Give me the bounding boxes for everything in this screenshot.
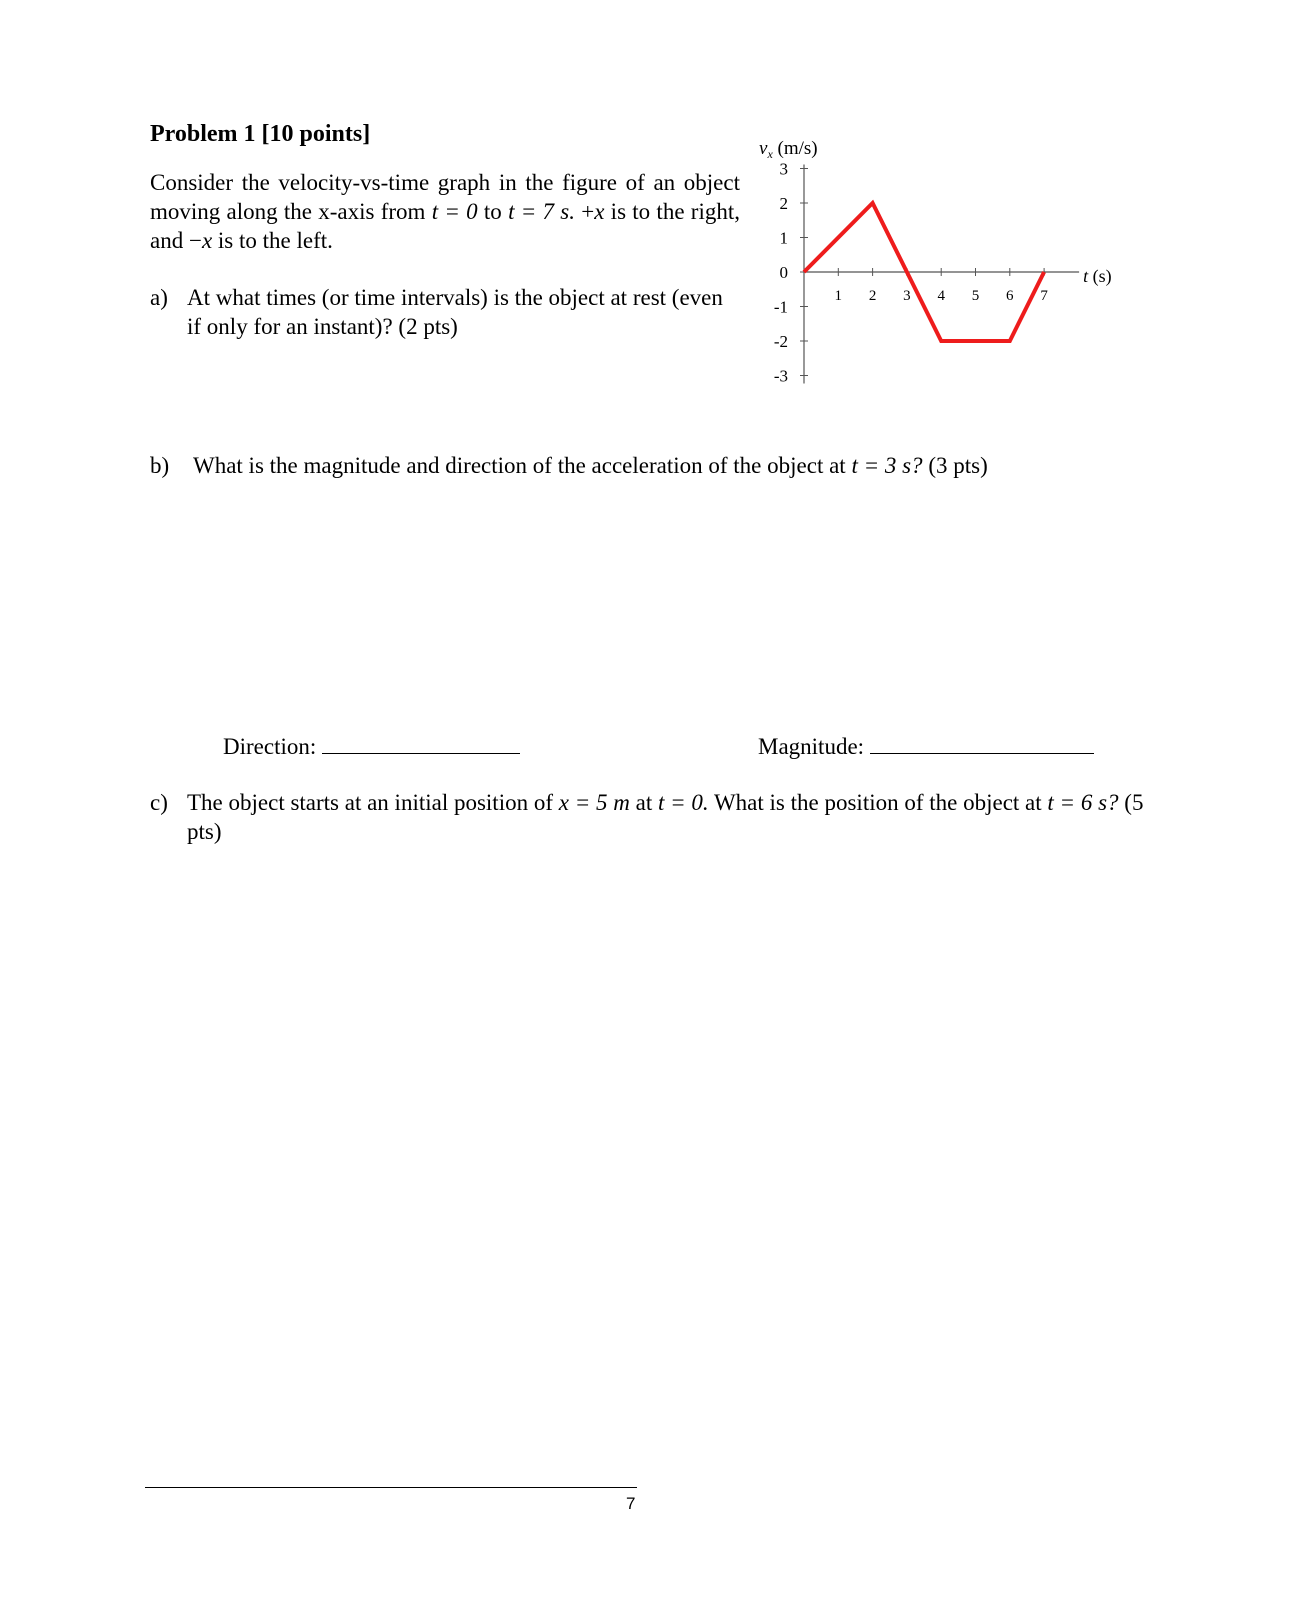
intro-text-5: is to the left. (212, 228, 333, 253)
y-tick-label: 0 (779, 263, 788, 282)
part-c-question (150, 788, 1150, 846)
intro-math-t7: t = 7 s. (508, 199, 575, 224)
part-b-letter: b) (150, 453, 170, 478)
velocity-time-chart (750, 130, 1130, 400)
part-c-text-1: The object starts at an initial position of (187, 790, 559, 815)
y-tick-label: 3 (779, 159, 788, 179)
part-c-math-t0: t = 0. (657, 790, 709, 815)
y-tick-label: 1 (779, 228, 788, 248)
y-tick-label: 2 (779, 194, 788, 213)
part-b-question (150, 453, 988, 479)
part-a-question (150, 283, 740, 341)
x-axis-label-var: t (1083, 266, 1089, 286)
y-axis-label-unit: (m/s) (772, 138, 818, 159)
intro-math-x1: x (594, 199, 605, 224)
y-tick-label: -1 (773, 297, 788, 317)
intro-text-1: Consider the velocity-vs-time graph in the figure of an object moving along the x-axis from (150, 170, 740, 224)
intro-text-3: + (574, 199, 595, 224)
part-b-text-2: (3 pts) (922, 453, 988, 478)
intro-math-t0: t = 0 (431, 199, 478, 224)
intro-text-4: is to the right, and − (150, 199, 740, 253)
part-a-text: At what times (or time intervals) is the object at rest (even if only for an instant)? (2 pts) (187, 285, 723, 339)
problem-title: Problem 1 [10 points] (150, 121, 371, 147)
part-c-text-2: at (629, 790, 658, 815)
intro-math-x2: x (201, 228, 213, 253)
y-tick-label: -3 (773, 366, 788, 386)
y-axis-label-subscript: x (767, 147, 773, 161)
part-a-letter: a) (150, 285, 168, 310)
x-tick-label: 3 (903, 288, 911, 304)
part-c-math-x5: x = 5 m (558, 790, 630, 815)
part-b-text (193, 453, 988, 479)
part-b-text-1: What is the magnitude and direction of the acceleration of the object at (193, 453, 852, 478)
x-tick-label: 5 (971, 288, 980, 304)
part-c-math-t6: t = 6 s? (1047, 790, 1119, 815)
magnitude-label: Magnitude: (758, 734, 865, 759)
part-b-math-t3: t = 3 s? (851, 453, 923, 478)
y-axis-label (759, 138, 818, 161)
magnitude-answer-blank[interactable] (870, 731, 1094, 754)
x-axis-label-unit: (s) (1088, 266, 1112, 286)
direction-field (223, 731, 520, 760)
page-number: 7 (626, 1494, 636, 1513)
x-tick-label: 6 (1006, 288, 1014, 304)
part-c-letter: c) (150, 790, 168, 815)
part-c-text-4: (5 pts) (187, 790, 1144, 844)
magnitude-field (758, 731, 1094, 760)
intro-text-2: to (477, 199, 509, 224)
x-axis-label (1083, 266, 1112, 287)
problem-intro (150, 168, 740, 255)
part-c-text (187, 788, 1150, 846)
part-c-text-3: What is the position of the object at (708, 790, 1048, 815)
direction-label: Direction: (223, 734, 317, 759)
x-tick-label: 4 (937, 288, 945, 304)
x-tick-label: 2 (868, 288, 877, 304)
y-axis-label-var: v (759, 138, 768, 159)
x-tick-label: 7 (1040, 288, 1048, 304)
footer-divider (145, 1487, 637, 1488)
y-tick-label: -2 (773, 332, 788, 351)
direction-answer-blank[interactable] (322, 731, 520, 754)
x-tick-label: 1 (834, 288, 843, 304)
